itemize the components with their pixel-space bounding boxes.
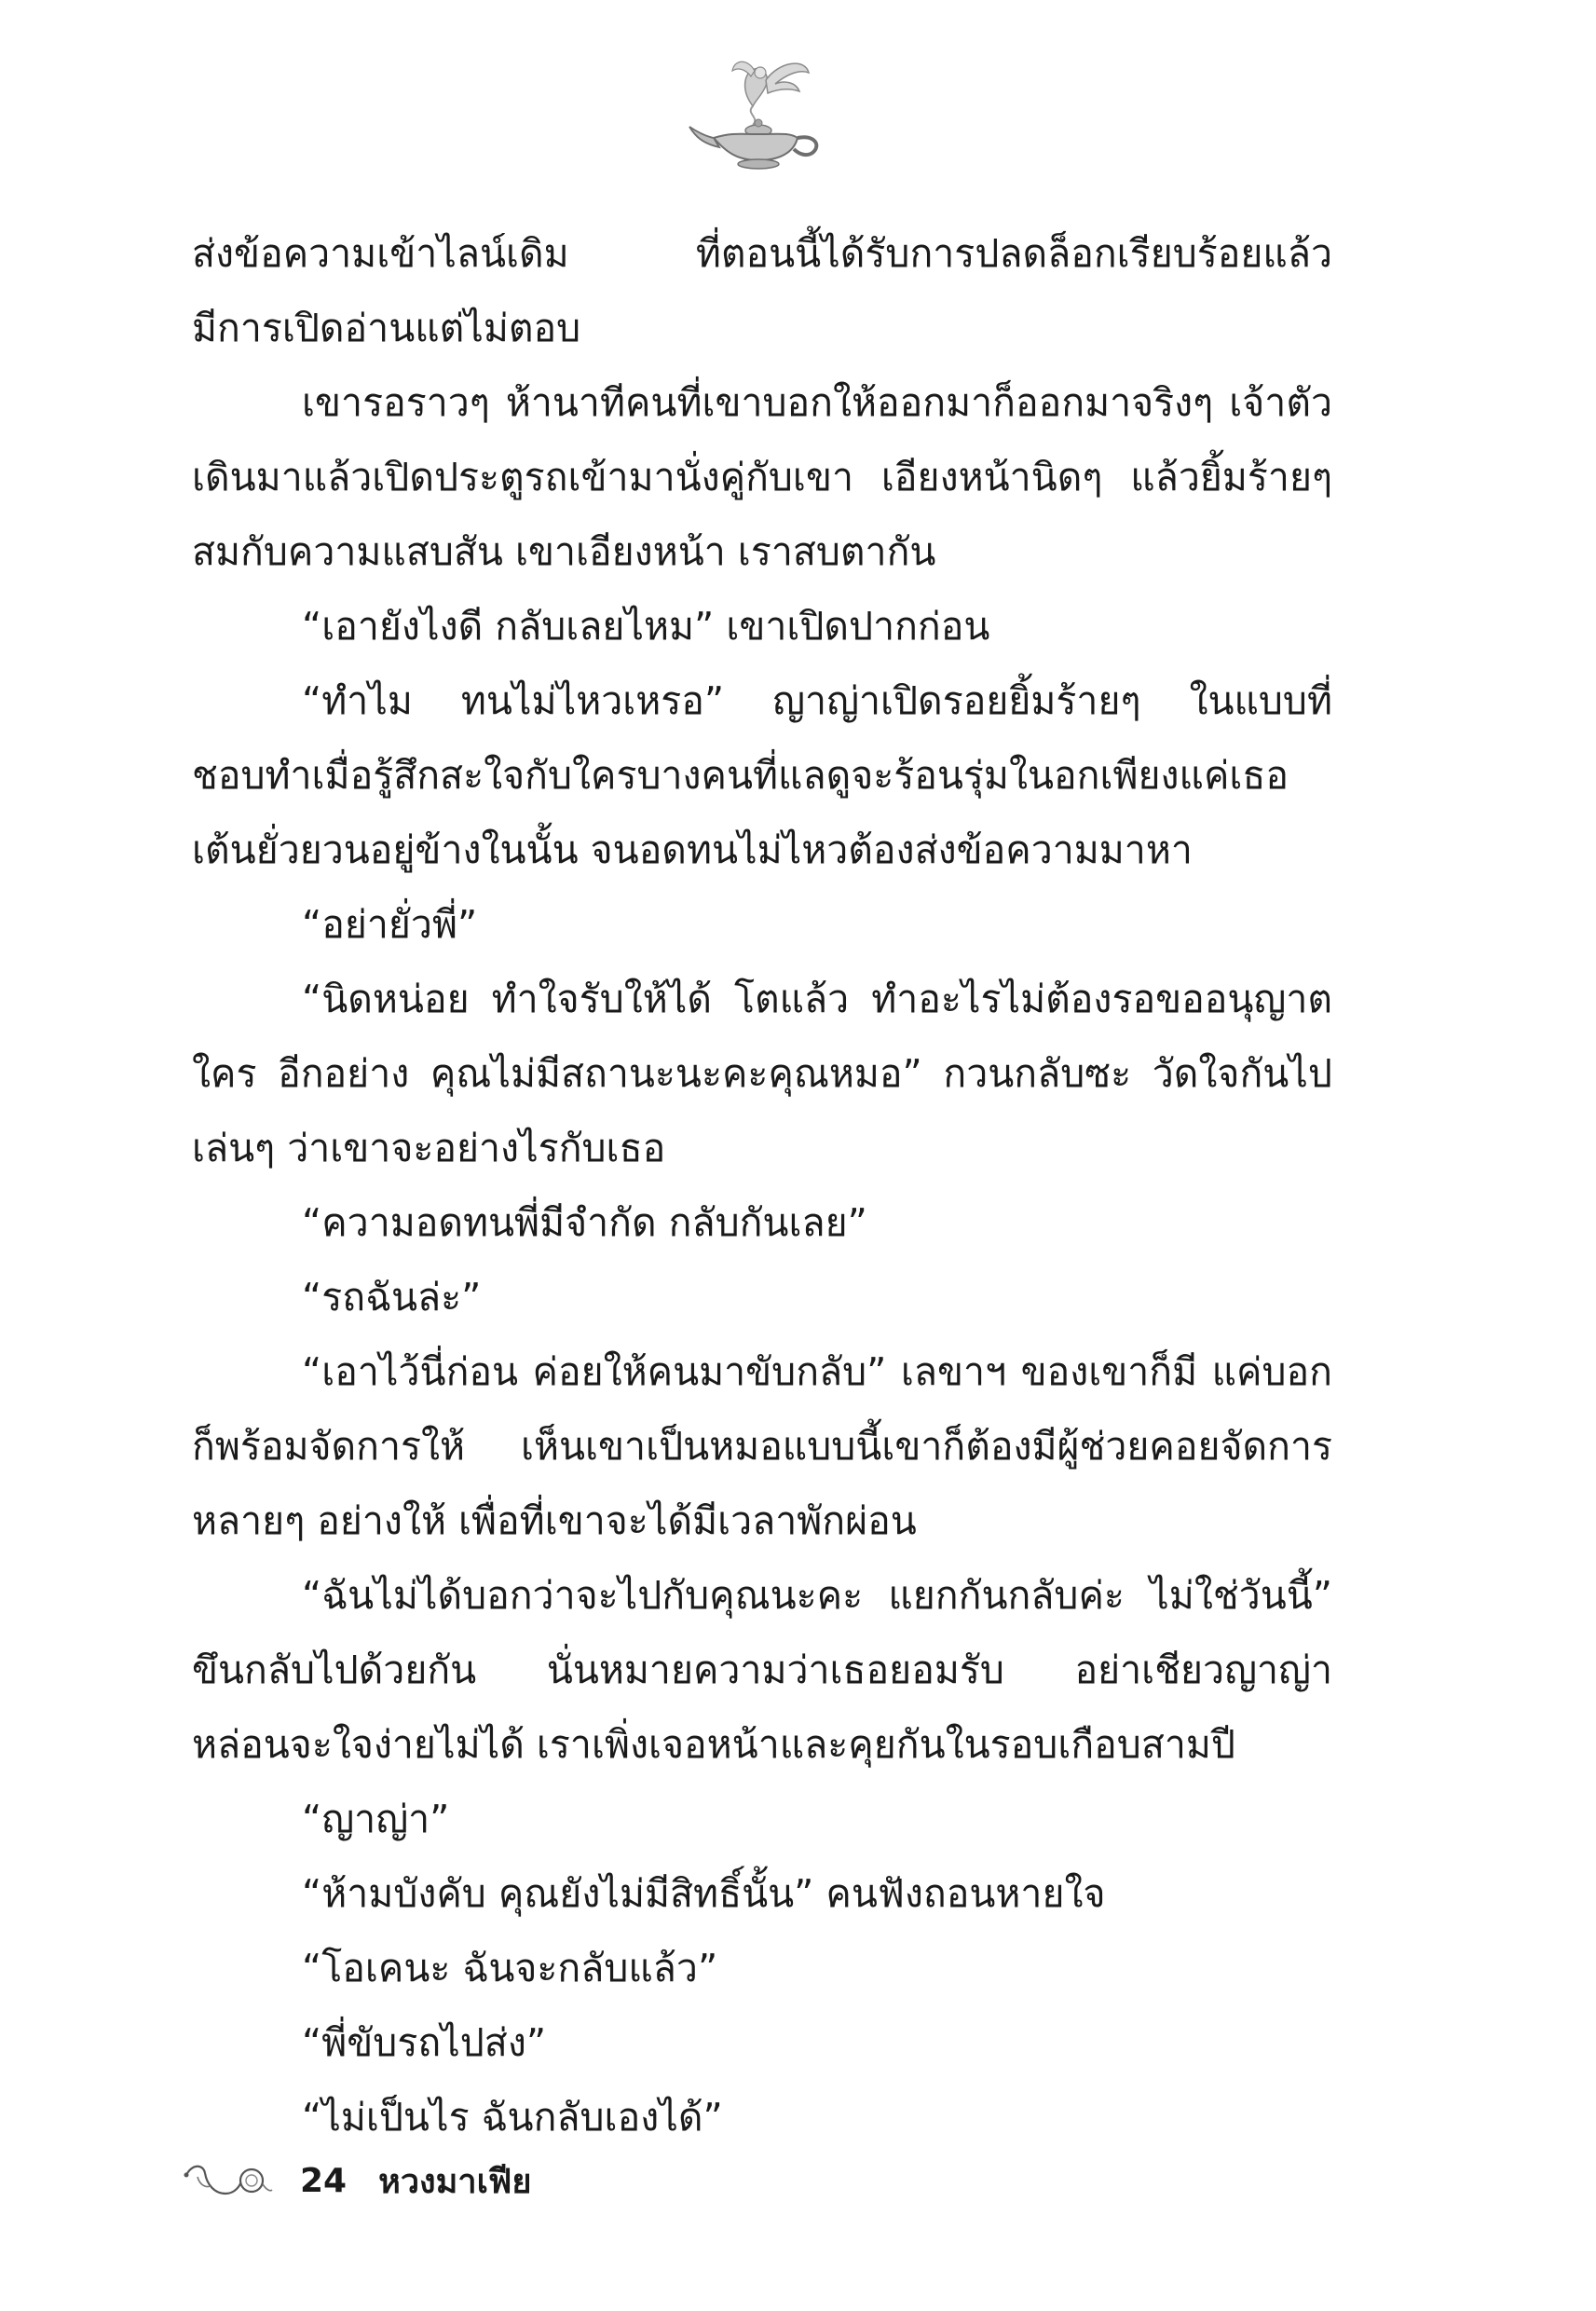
word: “นิดหน่อย: [302, 977, 470, 1021]
word: แล้วยิ้มร้ายๆ: [1130, 455, 1332, 499]
text-line: [192, 216, 1332, 291]
word: ไม่ใช่วันนี้”: [1150, 1573, 1332, 1618]
word: แยกกันกลับค่ะ: [888, 1573, 1125, 1618]
genie-lamp-with-angel-icon: [686, 52, 825, 173]
paragraph: [192, 216, 1332, 365]
word: นั่นหมายความว่าเธอยอมรับ: [546, 1648, 1004, 1692]
word: ญาญ่าเปิดรอยยิ้มร้ายๆ: [772, 678, 1141, 723]
paragraph: [192, 1334, 1332, 1558]
book-title: หวงมาเฟีย: [378, 2162, 532, 2201]
paragraph: [192, 1185, 1332, 1260]
paragraph: [192, 962, 1332, 1185]
word: เขารอราวๆ: [302, 380, 490, 425]
text-line: เต้นยั่วยวนอยู่ข้างในนั้น จนอดทนไม่ไหวต้องส่งข้อความมาหา: [192, 827, 1193, 872]
text-line: “รถฉันล่ะ”: [302, 1275, 482, 1320]
word: ในแบบที่: [1189, 678, 1332, 723]
word: เดินมาแล้วเปิดประตูรถเข้ามานั่งคู่กับเขา: [192, 455, 853, 499]
paragraph: [192, 1782, 1332, 1856]
word: ค่อยให้คนมาขับกลับ”: [532, 1349, 887, 1394]
text-line: “ไม่เป็นไร ฉันกลับเองได้”: [302, 2095, 723, 2140]
paragraph: [192, 663, 1332, 887]
text-line: “อย่ายั่วพี่”: [302, 902, 478, 947]
text-line: [192, 1633, 1332, 1707]
text-line: “ความอดทนพี่มีจำกัด กลับกันเลย”: [302, 1200, 867, 1245]
text-line: มีการเปิดอ่านแต่ไม่ตอบ: [192, 306, 581, 350]
word: “ทำไม: [302, 678, 413, 723]
text-line: [302, 663, 1332, 738]
word: เลขาฯ: [900, 1349, 1007, 1394]
text-line: [302, 1334, 1332, 1409]
word: ห้านาทีคนที่เขาบอกให้ออกมาก็ออกมาจริงๆ: [505, 380, 1214, 425]
word: ขึนกลับไปด้วยกัน: [192, 1648, 477, 1692]
word: “ฉันไม่ได้บอกว่าจะไปกับคุณนะคะ: [302, 1573, 864, 1618]
text-line: “เอายังไงดี กลับเลยไหม” เขาเปิดปากก่อน: [302, 604, 990, 649]
text-line: “โอเคนะ ฉันจะกลับแล้ว”: [302, 1946, 718, 1990]
text-line: ชอบทำเมื่อรู้สึกสะใจกับใครบางคนที่แลดูจะร้อนรุ่มในอกเพียงแค่เธอ: [192, 753, 1289, 798]
paragraph: [192, 2080, 1332, 2154]
text-line: หลายๆ อย่างให้ เพื่อที่เขาจะได้มีเวลาพักผ่อน: [192, 1498, 917, 1543]
word: ก็พร้อมจัดการให้: [192, 1424, 466, 1469]
page-footer: [183, 2153, 531, 2208]
page-number: 24: [300, 2161, 348, 2200]
text-line: [192, 1036, 1332, 1111]
word: เห็นเขาเป็นหมอแบบนี้เขาก็ต้องมีผู้ช่วยคอยจัดการ: [520, 1424, 1332, 1469]
word: ที่ตอนนี้ได้รับการปลดล็อกเรียบร้อยแล้ว: [695, 231, 1332, 276]
text-line: [302, 1558, 1332, 1633]
word: ส่งข้อความเข้าไลน์เดิม: [192, 231, 569, 276]
word: คุณไม่มีสถานะนะคะคุณหมอ”: [430, 1051, 922, 1096]
word: เจ้าตัว: [1229, 380, 1332, 425]
paragraph: [192, 1260, 1332, 1334]
paragraph: [192, 887, 1332, 962]
text-line: [192, 440, 1332, 514]
text-line: “ห้ามบังคับ คุณยังไม่มีสิทธิ์นั้น” คนฟังถอนหายใจ: [302, 1871, 1106, 1916]
word: โตแล้ว: [733, 977, 850, 1021]
word: เอียงหน้านิดๆ: [880, 455, 1103, 499]
word: กวนกลับซะ: [943, 1051, 1132, 1096]
word: อย่าเชียวญาญ่า: [1074, 1648, 1332, 1692]
word: ใคร: [192, 1051, 257, 1096]
text-line: [192, 1409, 1332, 1484]
paragraph: [192, 1931, 1332, 2005]
paragraph: [192, 589, 1332, 663]
word: ทนไม่ไหวเหรอ”: [460, 678, 725, 723]
word: ทำอะไรไม่ต้องรอขออนุญาต: [871, 977, 1332, 1021]
stethoscope-icon: [183, 2156, 276, 2205]
word: ทำใจรับให้ได้: [491, 977, 713, 1021]
text-line: “ญาญ่า”: [302, 1797, 450, 1841]
text-line: [302, 962, 1332, 1036]
word: “เอาไว้นี่ก่อน: [302, 1349, 519, 1394]
text-line: “พี่ขับรถไปส่ง”: [302, 2020, 547, 2065]
word: ของเขาก็มี: [1020, 1349, 1198, 1394]
text-line: [302, 365, 1332, 440]
text-line: สมกับความแสบสัน เขาเอียงหน้า เราสบตากัน: [192, 529, 936, 574]
page-body: [192, 216, 1332, 2154]
paragraph: [192, 2005, 1332, 2080]
paragraph: [192, 1558, 1332, 1782]
paragraph: [192, 365, 1332, 589]
word: วัดใจกันไป: [1152, 1051, 1332, 1096]
text-line: เล่นๆ ว่าเขาจะอย่างไรกับเธอ: [192, 1126, 666, 1170]
word: อีกอย่าง: [278, 1051, 410, 1096]
paragraph: [192, 1856, 1332, 1931]
text-line: หล่อนจะใจง่ายไม่ได้ เราเพิ่งเจอหน้าและคุยกันในรอบเกือบสามปี: [192, 1722, 1235, 1767]
word: แค่บอก: [1211, 1349, 1332, 1394]
